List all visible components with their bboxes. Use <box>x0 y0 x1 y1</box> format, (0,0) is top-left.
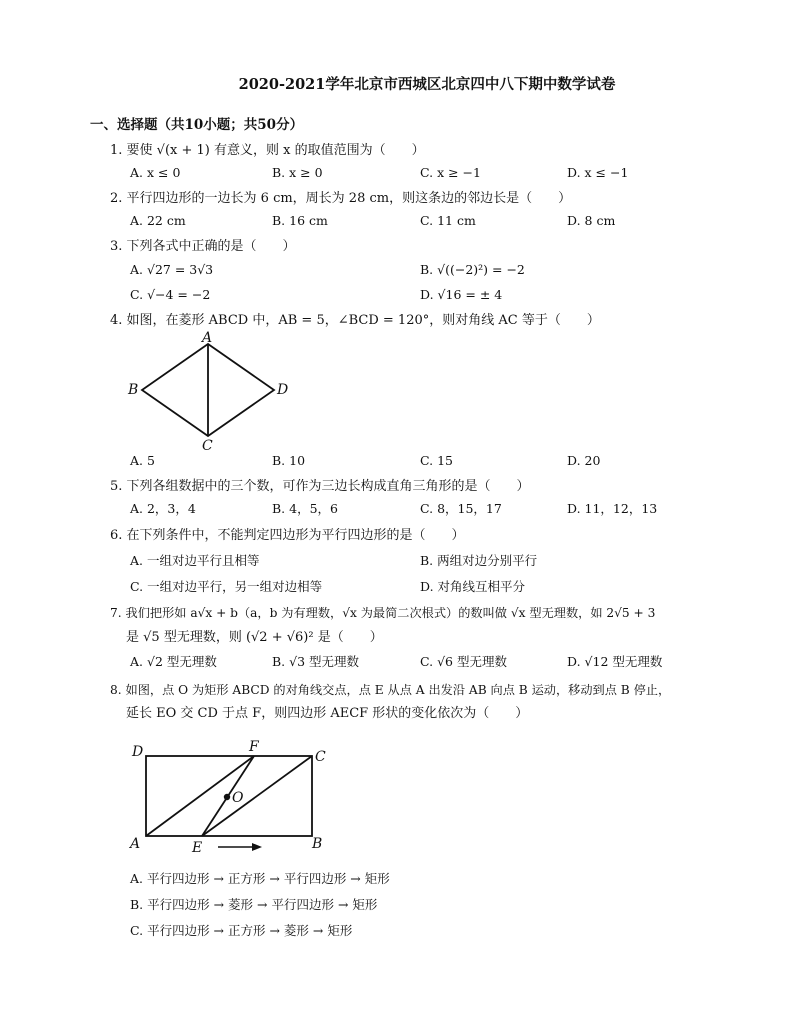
q3-option-b: B. √((−2)²) = −2 <box>420 262 525 277</box>
q6-option-b: B. 两组对边分别平行 <box>420 553 538 568</box>
q4-option-b: B. 10 <box>272 453 306 468</box>
q7-option-a: A. √2 型无理数 <box>130 654 217 669</box>
q2-option-b: B. 16 cm <box>272 213 328 228</box>
q4-option-a: A. 5 <box>130 453 155 468</box>
question-1-stem: 1. 要使 √(x + 1) 有意义，则 x 的取值范围为（ ） <box>110 143 425 158</box>
page-title: 2020-2021学年北京市西城区北京四中八下期中数学试卷 <box>238 76 616 93</box>
q3-option-a: A. √27 = 3√3 <box>130 262 214 277</box>
label-o: O <box>232 790 244 806</box>
label-d: D <box>277 382 289 398</box>
q6-option-d: D. 对角线互相平分 <box>420 579 526 594</box>
segment-ec <box>202 756 312 836</box>
question-2-stem: 2. 平行四边形的一边长为 6 cm，周长为 28 cm，则这条边的邻边长是（ ） <box>110 191 572 206</box>
label-d: D <box>132 744 144 760</box>
q6-option-a: A. 一组对边平行且相等 <box>130 553 260 568</box>
q2-option-d: D. 8 cm <box>567 213 616 228</box>
label-a: A <box>202 330 213 346</box>
label-a: A <box>130 836 141 852</box>
question-7-stem-line-1: 7. 我们把形如 a√x + b（a，b 为有理数，√x 为最简二次根式）的数叫做 √x 型无理数，如 2√5 + 3 <box>110 606 656 620</box>
rhombus-figure <box>120 330 300 454</box>
question-8-stem-line-1: 8. 如图，点 O 为矩形 ABCD 的对角线交点，点 E 从点 A 出发沿 AB 向点 B 运动，移动到点 B 停止， <box>110 683 671 697</box>
q4-option-c: C. 15 <box>420 453 453 468</box>
question-5-stem: 5. 下列各组数据中的三个数，可作为三边长构成直角三角形的是（ ） <box>110 479 530 494</box>
q1-option-a: A. x ≤ 0 <box>130 165 181 180</box>
q4-option-d: D. 20 <box>567 453 601 468</box>
q6-option-c: C. 一组对边平行，另一组对边相等 <box>130 579 323 594</box>
label-b: B <box>128 382 139 398</box>
label-f: F <box>249 739 259 755</box>
q2-option-a: A. 22 cm <box>130 213 186 228</box>
question-3-stem: 3. 下列各式中正确的是（ ） <box>110 239 296 254</box>
q5-option-b: B. 4，5，6 <box>272 501 338 516</box>
section-heading: 一、选择题（共10小题；共50分） <box>90 117 304 133</box>
label-e: E <box>192 840 203 856</box>
rectangle-figure <box>126 736 336 858</box>
q1-option-c: C. x ≥ −1 <box>420 165 481 180</box>
question-4-stem: 4. 如图，在菱形 ABCD 中，AB = 5，∠BCD = 120°，则对角线 AC 等于（ ） <box>110 313 600 328</box>
q8-option-a: A. 平行四边形 → 正方形 → 平行四边形 → 矩形 <box>130 871 390 886</box>
q5-option-c: C. 8，15，17 <box>420 501 502 516</box>
question-6-stem: 6. 在下列条件中，不能判定四边形为平行四边形的是（ ） <box>110 528 465 543</box>
q5-option-a: A. 2，3，4 <box>130 501 196 516</box>
q8-option-c: C. 平行四边形 → 正方形 → 菱形 → 矩形 <box>130 923 353 938</box>
point-o <box>224 794 230 800</box>
q1-option-b: B. x ≥ 0 <box>272 165 323 180</box>
q7-option-b: B. √3 型无理数 <box>272 654 360 669</box>
motion-arrow-head <box>252 843 262 851</box>
question-7-stem-line-2: 是 √5 型无理数，则 (√2 + √6)² 是（ ） <box>126 630 383 645</box>
label-c: C <box>315 749 326 765</box>
q7-option-d: D. √12 型无理数 <box>567 654 663 669</box>
q3-option-d: D. √16 = ± 4 <box>420 287 503 302</box>
q2-option-c: C. 11 cm <box>420 213 476 228</box>
label-b: B <box>312 836 323 852</box>
q1-option-d: D. x ≤ −1 <box>567 165 629 180</box>
q5-option-d: D. 11，12，13 <box>567 501 658 516</box>
q7-option-c: C. √6 型无理数 <box>420 654 507 669</box>
q8-option-b: B. 平行四边形 → 菱形 → 平行四边形 → 矩形 <box>130 897 378 912</box>
label-c: C <box>202 438 213 454</box>
q3-option-c: C. √−4 = −2 <box>130 287 211 302</box>
question-8-stem-line-2: 延长 EO 交 CD 于点 F，则四边形 AECF 形状的变化依次为（ ） <box>126 706 529 721</box>
